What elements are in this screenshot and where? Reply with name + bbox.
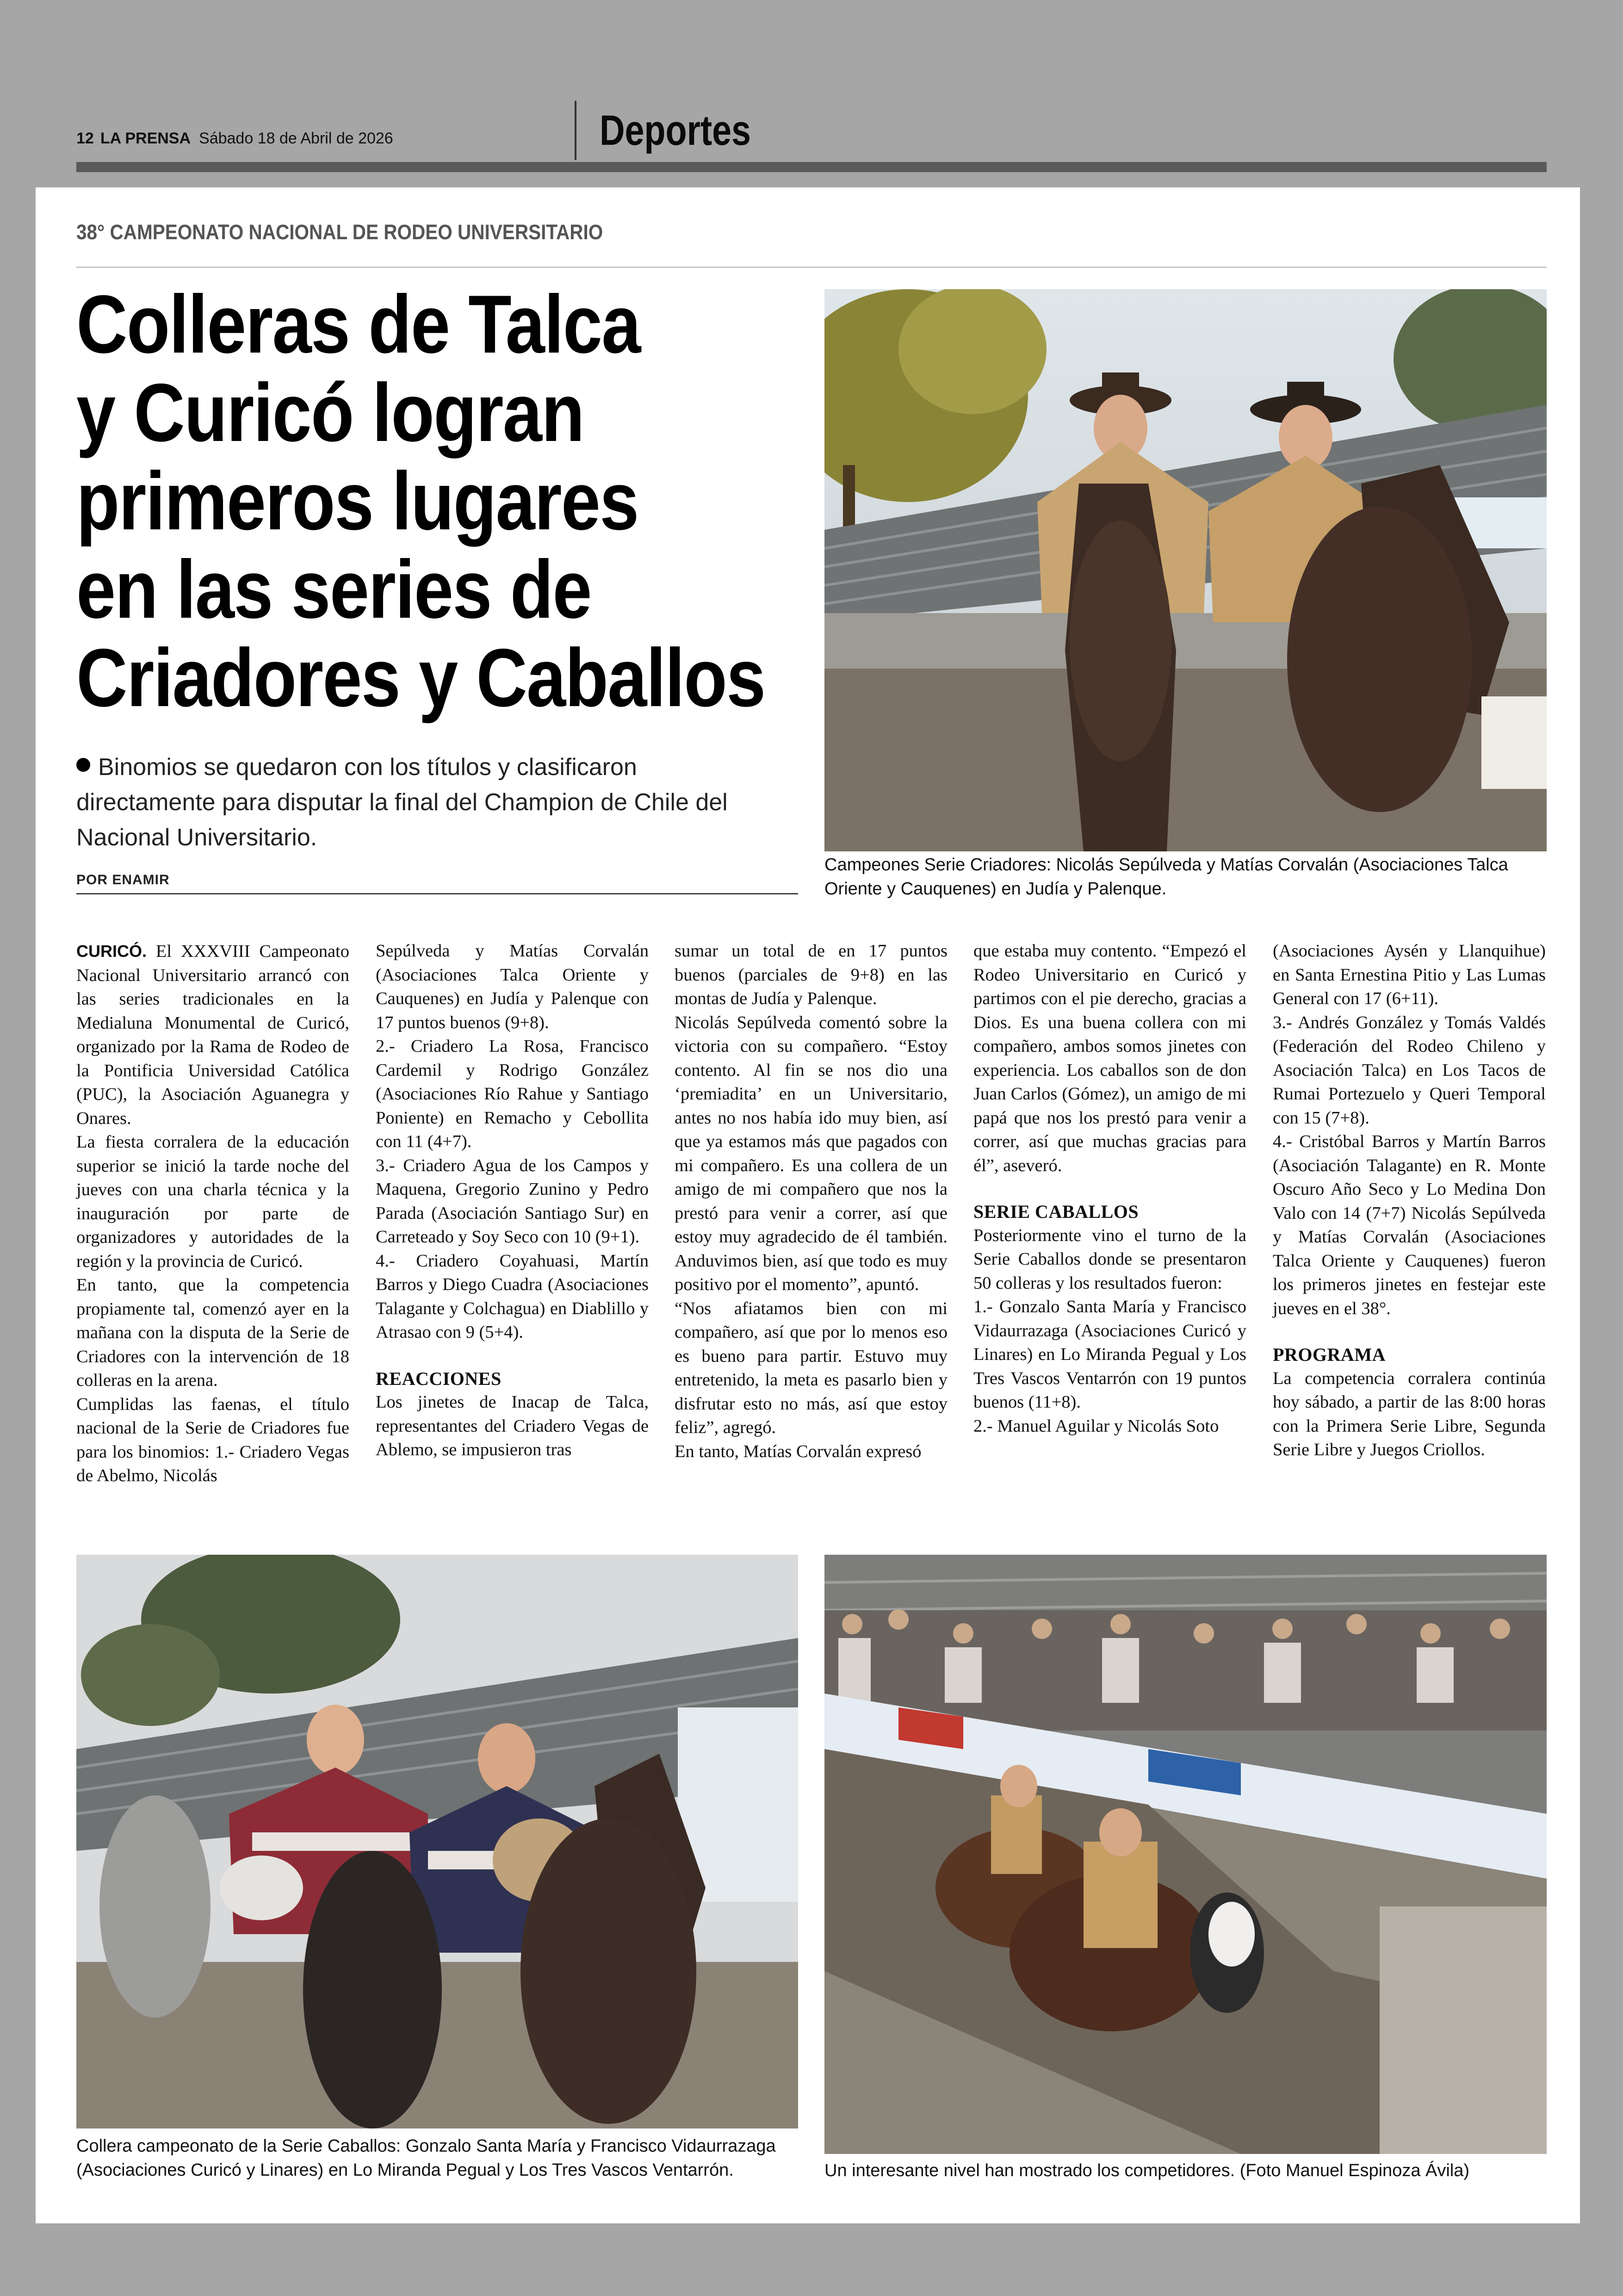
headline-line: y Curicó logran	[76, 366, 584, 459]
paragraph: 1.- Gonzalo Santa María y Francisco Vidaurrazaga (Asociaciones Curicó y Linares) en Lo Miranda Pegual y Los Tres Vascos Ventarrón con 19 puntos buenos (11+8).	[973, 1297, 1246, 1412]
column-3	[675, 939, 948, 1464]
paragraph: 4.- Cristóbal Barros y Martín Barros (Asociación Talagante) en R. Monte Oscuro Año Seco y Lo Medina Don Valo con 14 (7+7) Nicolás Sepúlveda y Matías Corvalán (Asociaciones Talca Oriente y Cauquenes) fueron los primeros jinetes en festejar este jueves en el 38°.	[1273, 1132, 1546, 1318]
bullet-icon	[76, 758, 90, 772]
headline-line: primeros lugares	[76, 455, 638, 547]
kicker: 38° CAMPEONATO NACIONAL DE RODEO UNIVERSITARIO	[76, 220, 603, 244]
photo-rodeo-action	[824, 1555, 1547, 2154]
paragraph: sumar un total de en 17 puntos buenos (parciales de 9+8) en las montas de Judía y Palenque.	[675, 941, 948, 1008]
subhead-reacciones: REACCIONES	[376, 1368, 502, 1389]
kicker-rule	[76, 267, 1547, 268]
caption-line: Un interesante nivel han mostrado los competidores. (Foto Manuel Espinoza Ávila)	[824, 2161, 1470, 2180]
paragraph: 3.- Criadero Agua de los Campos y Maquena, Gregorio Zunino y Pedro Parada (Asociación Santiago Sur) en Carreteado y Soy Seco con 10 (9+1).	[376, 1155, 649, 1247]
publication-name: LA PRENSA	[100, 130, 191, 147]
paragraph: 4.- Criadero Coyahuasi, Martín Barros y Diego Cuadra (Asociaciones Talagante y Colchagua) en Diablillo y Atrasao con 9 (5+4).	[376, 1251, 649, 1342]
caption-line: Campeones Serie Criadores: Nicolás Sepúlveda y Matías Corvalán (Asociaciones Talca	[824, 855, 1508, 875]
paragraph: que estaba muy contento. “Empezó el Rodeo Universitario en Curicó y partimos con el pie derecho, gracias a Dios. Es una buena collera con mi compañero, ambos somos jinetes con experiencia. Los caballos son de don Juan Carlos (Gómez), un amigo de mi papá que nos los prestó para venir a correr, así que muchas gracias para él”, aseveró.	[973, 941, 1246, 1175]
paragraph: Cumplidas las faenas, el título nacional de la Serie de Criadores fue para los binomios: 1.- Criadero Vegas de Abelmo, Nicolás	[76, 1394, 349, 1485]
caption-line: Collera campeonato de la Serie Caballos: Gonzalo Santa María y Francisco Vidaurrazaga	[76, 2136, 776, 2156]
paragraph: 2.- Manuel Aguilar y Nicolás Soto	[973, 1416, 1219, 1436]
subhead-serie-caballos: SERIE CABALLOS	[973, 1201, 1139, 1222]
issue-date: Sábado 18 de Abril de 2026	[199, 130, 393, 147]
column-1	[76, 939, 349, 1488]
masthead-divider	[575, 101, 576, 160]
headline-line: en las series de	[76, 543, 591, 635]
masthead-bar	[76, 162, 1547, 172]
paragraph-text: El XXXVIII Campeonato Nacional Universitario arrancó con las series tradicionales en la Medialuna Monumental de Curicó, organizado por la Rama de Rodeo de la Pontificia Universidad Católica (PUC), la Asociación Aguanegra y Onares.	[76, 942, 349, 1128]
column-2	[376, 939, 649, 1462]
paragraph: 3.- Andrés González y Tomás Valdés (Federación del Rodeo Chileno y Asociación Talca) en Los Tacos de Rumai Portezuelo y Queri Temporal con 15 (7+8).	[1273, 1012, 1546, 1128]
column-4	[973, 939, 1246, 1438]
byline-rule	[76, 893, 798, 894]
masthead-info	[76, 130, 393, 148]
headline	[76, 280, 832, 722]
byline: POR ENAMIR	[76, 872, 170, 887]
dek-line: directamente para disputar la final del Champion de Chile del	[76, 789, 728, 816]
caption-line: Oriente y Cauquenes) en Judía y Palenque.	[824, 879, 1167, 899]
dateline: CURICÓ.	[76, 942, 147, 961]
paragraph: Nicolás Sepúlveda comentó sobre la victoria con su compañero. “Estoy contento. Al fin se nos dio una ‘premiadita’ en un Universitario, antes no nos había ido muy bien, así que ya estamos más que pagados con mi compañero. Es una collera de un amigo de mi compañero que nos la prestó para venir a correr, así que estoy muy agradecido de él también. Anduvimos bien, así que todo es muy positivo por el momento”, apuntó.	[675, 1012, 948, 1294]
paragraph: En tanto, Matías Corvalán expresó	[675, 1441, 922, 1461]
paragraph: La competencia corralera continúa hoy sábado, a partir de las 8:00 horas con la Primera Serie Libre, Segunda Serie Libre y Juegos Criollos.	[1273, 1368, 1546, 1459]
paragraph: Sepúlveda y Matías Corvalán (Asociaciones Talca Oriente y Cauquenes) en Judía y Palenque con 17 puntos buenos (9+8).	[376, 941, 649, 1032]
section-name: Deportes	[600, 107, 751, 154]
photo-caballos-champions	[76, 1555, 798, 2128]
caption-caballos	[76, 2134, 798, 2182]
caption-criadores	[824, 853, 1547, 901]
headline-line: Criadores y Caballos	[76, 632, 765, 724]
caption-action	[824, 2159, 1547, 2183]
paragraph: “Nos afiatamos bien con mi compañero, así que por lo menos eso es bueno para partir. Estuvo muy entretenido, la meta es pasarlo bien y disfrutar esto no más, así que estoy feliz”, agregó.	[675, 1298, 948, 1437]
paragraph: Posteriormente vino el turno de la Serie Caballos donde se presentaron 50 colleras y los resultados fueron:	[973, 1225, 1246, 1293]
page-number: 12	[76, 130, 94, 147]
subhead-programa: PROGRAMA	[1273, 1344, 1386, 1365]
column-5	[1273, 939, 1546, 1462]
dek	[76, 750, 820, 855]
paragraph: Los jinetes de Inacap de Talca, representantes del Criadero Vegas de Ablemo, se impusieron tras	[376, 1392, 649, 1459]
dek-line: Nacional Universitario.	[76, 824, 317, 851]
paragraph: En tanto, que la competencia propiamente tal, comenzó ayer en la mañana con la disputa de la Serie de Criadores con la intervención de 18 colleras en la arena.	[76, 1275, 349, 1390]
headline-line: Colleras de Talca	[76, 278, 640, 370]
dek-line: Binomios se quedaron con los títulos y clasificaron	[98, 754, 637, 781]
paragraph: (Asociaciones Aysén y Llanquihue) en Santa Ernestina Pitio y Las Lumas General con 17 (6+11).	[1273, 941, 1546, 1008]
paragraph: 2.- Criadero La Rosa, Francisco Cardemil y Rodrigo González (Asociaciones Río Rahue y Santiago Poniente) en Remacho y Cebollita con 11 (4+7).	[376, 1036, 649, 1151]
caption-line: (Asociaciones Curicó y Linares) en Lo Miranda Pegual y Los Tres Vascos Ventarrón.	[76, 2160, 734, 2180]
paragraph: La fiesta corralera de la educación superior se inició la tarde noche del jueves con una charla técnica y la inauguración por parte de organizadores y autoridades de la región y la provincia de Curicó.	[76, 1132, 349, 1271]
paragraph	[76, 939, 349, 1130]
photo-criadores-champions	[824, 289, 1547, 851]
